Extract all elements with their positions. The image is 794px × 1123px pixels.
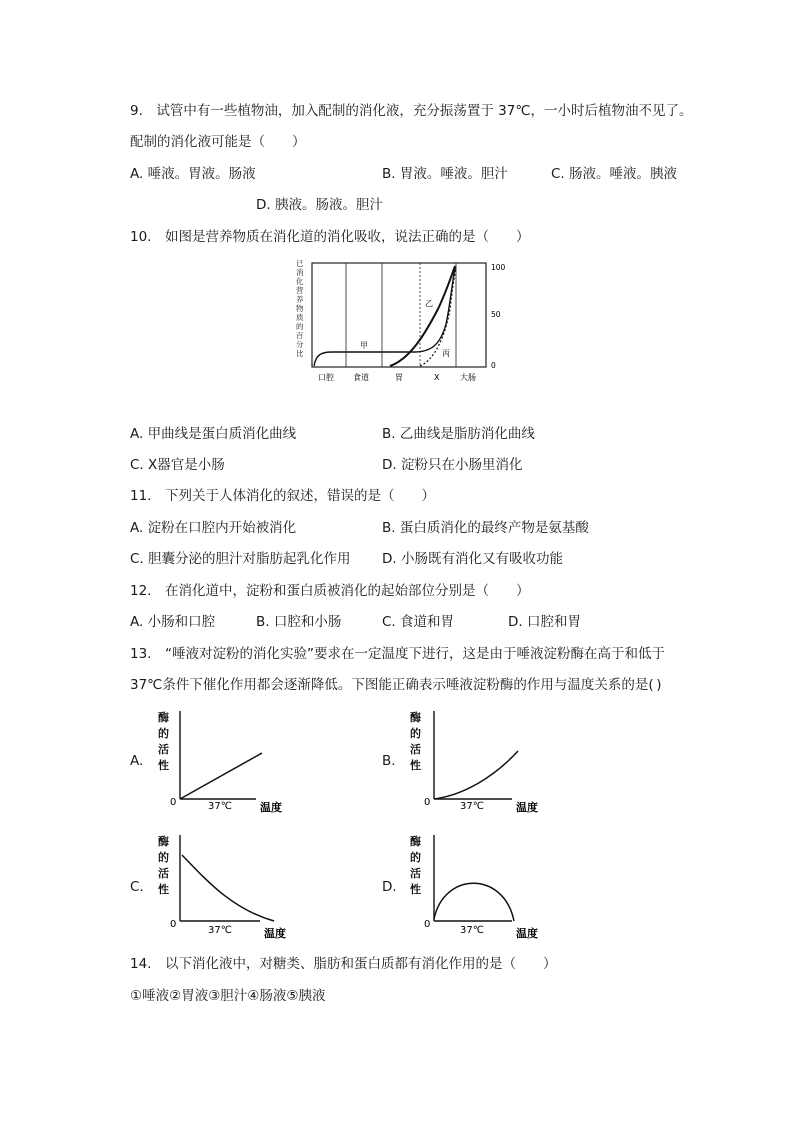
graph-origin: 0	[170, 919, 177, 930]
q9-option-d: D. 胰液。肠液。胆汁	[256, 197, 383, 213]
graph-xlabel: 温度	[516, 801, 538, 814]
graph-xlabel: 温度	[260, 801, 282, 814]
graph-ylabel-char: 酶	[410, 711, 421, 724]
activity-curve	[434, 883, 514, 921]
q13-stem-line2: 37℃条件下催化作用都会逐渐降低。下图能正确表示唾液淀粉酶的作用与温度关系的是( )	[130, 677, 662, 693]
digestion-curve-figure	[290, 254, 512, 388]
q11-option-b: B. 蛋白质消化的最终产物是氨基酸	[382, 520, 589, 536]
activity-curve	[180, 753, 262, 799]
curve-label-bing: 丙	[442, 349, 450, 358]
q9-option-a: A. 唾液。胃液。肠液	[130, 166, 256, 182]
ylabel-char: 消	[296, 268, 304, 277]
ylabel-char: 质	[296, 313, 304, 322]
q14-items: ①唾液②胃液③胆汁④肠液⑤胰液	[130, 988, 326, 1004]
tick-100: 100	[491, 263, 506, 272]
graph-ylabel-char: 性	[410, 883, 421, 896]
graph-ylabel-char: 活	[158, 743, 169, 756]
q12-option-d: D. 口腔和胃	[508, 614, 581, 630]
graph-origin: 0	[424, 797, 431, 808]
q11-option-d: D. 小肠既有消化又有吸收功能	[382, 551, 563, 567]
q10-option-c: C. X器官是小肠	[130, 457, 225, 473]
graph-ylabel-char: 性	[410, 759, 421, 772]
tick-0: 0	[491, 361, 496, 370]
graph-ylabel-char: 的	[158, 851, 169, 864]
q13-option-d-letter: D.	[382, 879, 397, 895]
ylabel-char: 比	[296, 349, 304, 358]
q11-stem: 11. 下列关于人体消化的叙述，错误的是（ ）	[130, 488, 435, 504]
q12-option-b: B. 口腔和小肠	[256, 614, 342, 630]
activity-curve	[182, 855, 274, 921]
q9-option-c: C. 肠液。唾液。胰液	[551, 166, 678, 182]
q9-option-b: B. 胃液。唾液。胆汁	[382, 166, 508, 182]
q13-option-b-letter: B.	[382, 753, 396, 769]
graph-origin: 0	[170, 797, 177, 808]
q9-stem-line2: 配制的消化液可能是（ ）	[130, 134, 306, 150]
ylabel-char: 化	[296, 277, 304, 286]
q10-option-d: D. 淀粉只在小肠里消化	[382, 457, 523, 473]
graph-ylabel-char: 酶	[158, 835, 169, 848]
q14-stem: 14. 以下消化液中，对糖类、脂肪和蛋白质都有消化作用的是（ ）	[130, 956, 557, 972]
graph-ylabel-char: 的	[410, 727, 421, 740]
graph-ylabel-char: 酶	[410, 835, 421, 848]
graph-ylabel-char: 性	[158, 759, 169, 772]
q11-option-c: C. 胆囊分泌的胆汁对脂肪起乳化作用	[130, 551, 351, 567]
ylabel-char: 的	[296, 322, 304, 331]
graph-tick: 37℃	[460, 801, 484, 812]
q10-option-a: A. 甲曲线是蛋白质消化曲线	[130, 426, 297, 442]
organ-label: 胃	[395, 373, 403, 382]
organ-label: 食道	[353, 373, 369, 382]
graph-ylabel-char: 酶	[158, 711, 169, 724]
graph-ylabel-char: 活	[410, 867, 421, 880]
graph-ylabel-char: 活	[410, 743, 421, 756]
enzyme-graph-b	[404, 707, 554, 817]
graph-ylabel-char: 性	[158, 883, 169, 896]
ylabel-char: 养	[296, 295, 304, 304]
ylabel-char: 营	[296, 286, 304, 295]
graph-xlabel: 温度	[516, 927, 538, 940]
tick-50: 50	[491, 310, 501, 319]
graph-ylabel-char: 的	[410, 851, 421, 864]
graph-origin: 0	[424, 919, 431, 930]
curve-label-jia: 甲	[360, 341, 368, 350]
q13-option-c-letter: C.	[130, 879, 144, 895]
graph-tick: 37℃	[460, 925, 484, 936]
organ-label: 大肠	[460, 373, 476, 382]
q12-stem: 12. 在消化道中，淀粉和蛋白质被消化的起始部位分别是（ ）	[130, 583, 530, 599]
graph-tick: 37℃	[208, 801, 232, 812]
ylabel-char: 分	[296, 340, 304, 349]
curve-label-yi: 乙	[425, 299, 433, 308]
graph-ylabel-char: 活	[158, 867, 169, 880]
organ-label: X	[434, 373, 440, 382]
q10-option-b: B. 乙曲线是脂肪消化曲线	[382, 426, 535, 442]
q9-stem-line1: 9. 试管中有一些植物油，加入配制的消化液，充分振荡置于 37℃，一小时后植物油不见了。	[130, 103, 693, 119]
organ-label: 口腔	[318, 373, 334, 382]
graph-xlabel: 温度	[264, 927, 286, 940]
q13-option-a-letter: A.	[130, 753, 144, 769]
graph-tick: 37℃	[208, 925, 232, 936]
ylabel-char: 物	[296, 304, 304, 313]
q11-option-a: A. 淀粉在口腔内开始被消化	[130, 520, 297, 536]
enzyme-graph-c	[152, 831, 302, 943]
ylabel-char: 百	[296, 331, 304, 340]
graph-ylabel-char: 的	[158, 727, 169, 740]
ylabel-char: 已	[296, 259, 304, 268]
q12-option-a: A. 小肠和口腔	[130, 614, 216, 630]
activity-curve	[434, 751, 518, 799]
q13-stem-line1: 13. “唾液对淀粉的消化实验”要求在一定温度下进行，这是由于唾液淀粉酶在高于和低于	[130, 646, 665, 662]
enzyme-graph-a	[152, 707, 292, 817]
figure-ylabel	[296, 259, 304, 358]
q12-option-c: C. 食道和胃	[382, 614, 455, 630]
enzyme-graph-d	[404, 831, 554, 943]
q10-stem: 10. 如图是营养物质在消化道的消化吸收，说法正确的是（ ）	[130, 229, 530, 245]
